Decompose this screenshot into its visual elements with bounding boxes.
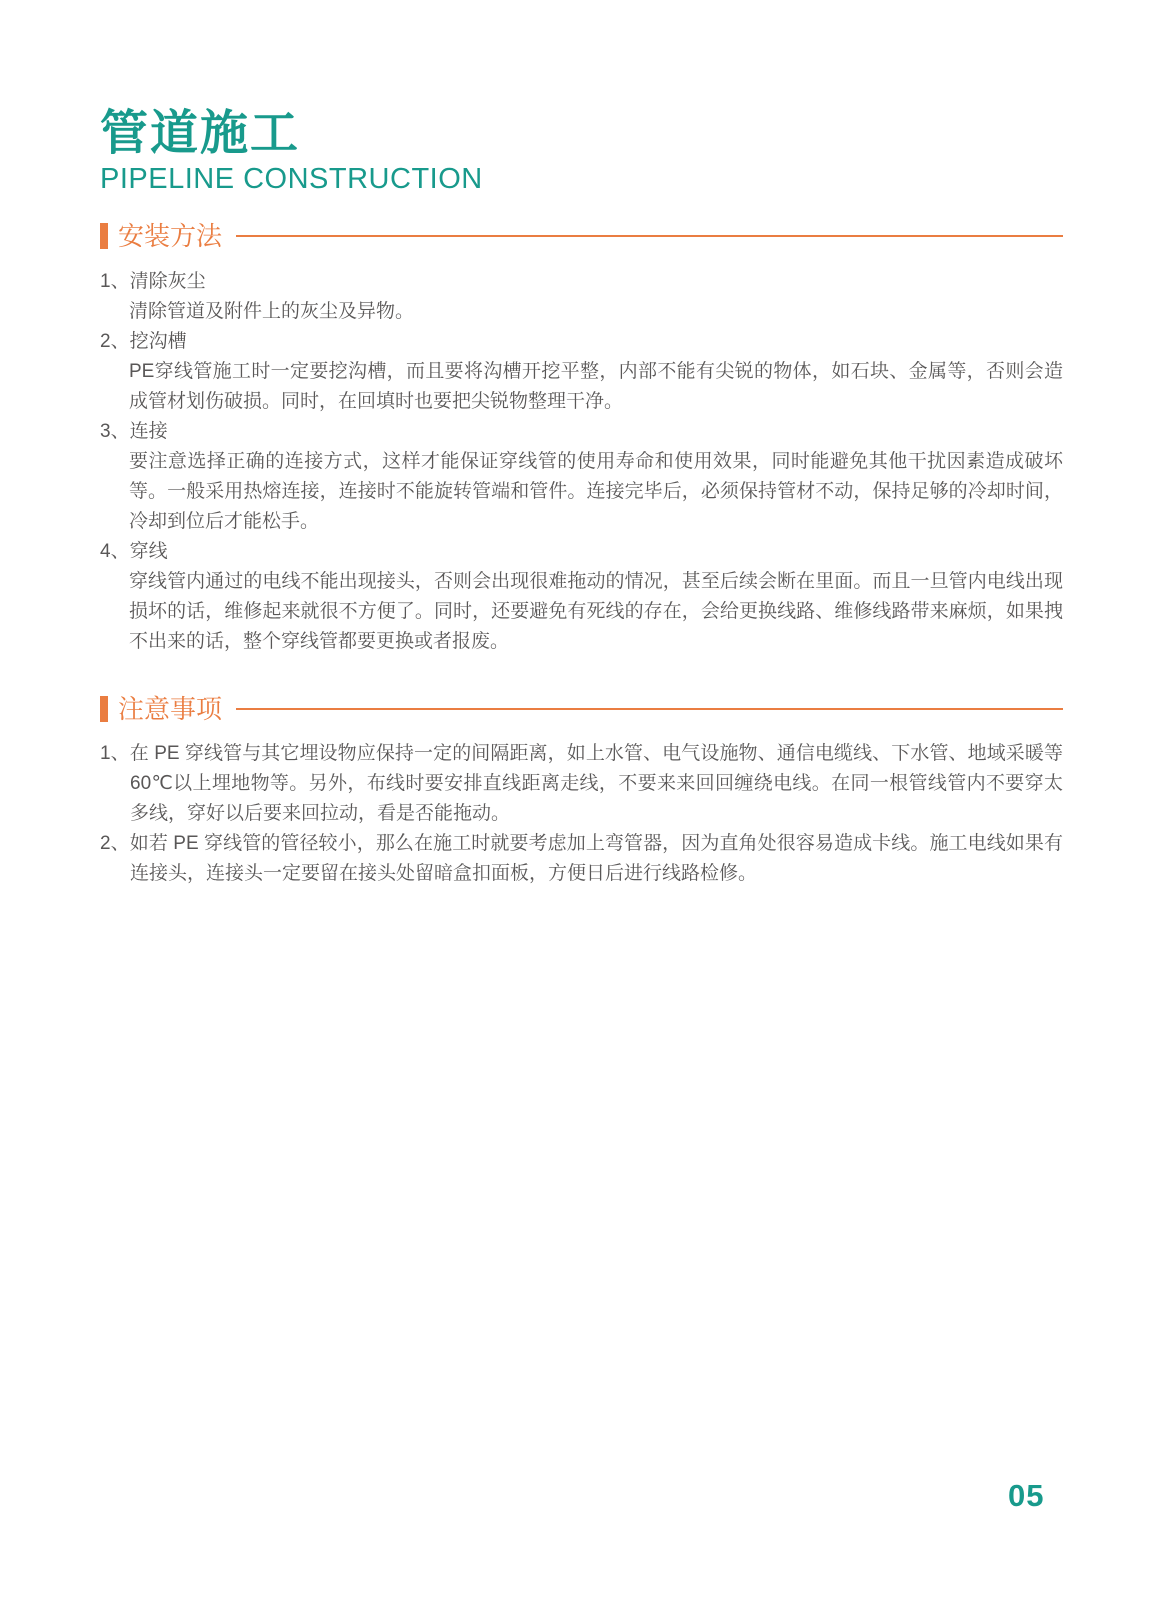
page-subtitle: PIPELINE CONSTRUCTION — [100, 163, 483, 196]
step-body: 清除管道及附件上的灰尘及异物。 — [129, 300, 415, 322]
step-body: 要注意选择正确的连接方式，这样才能保证穿线管的使用寿命和使用效果，同时能避免其他干扰因素造成破坏等。一般采用热熔连接，连接时不能旋转管端和管件。连接完毕后，必须保持管材不动，保持足够的冷却时间，冷却到位后才能松手。 — [129, 450, 1063, 532]
step-title: 连接 — [129, 420, 168, 442]
step-title: 穿线 — [129, 540, 168, 562]
section-rule — [236, 235, 1063, 237]
page-number: 05 — [1008, 1478, 1045, 1513]
section-title: 安装方法 — [118, 221, 223, 252]
step-number: 4、 — [100, 540, 130, 562]
step-body: 穿线管内通过的电线不能出现接头，否则会出现很难拖动的情况，甚至后续会断在里面。而且一旦管内电线出现损坏的话，维修起来就很不方便了。同时，还要避免有死线的存在，会给更换线路、维修线路带来麻烦，如果拽不出来的话，整个穿线管都要更换或者报废。 — [129, 570, 1063, 652]
section-header-installation — [100, 222, 1063, 251]
page-title: 管道施工 — [100, 107, 301, 160]
step-label — [100, 267, 1063, 297]
accent-bar — [100, 696, 108, 722]
list-item — [100, 739, 1063, 829]
step-body: PE穿线管施工时一定要挖沟槽，而且要将沟槽开挖平整，内部不能有尖锐的物体，如石块、金属等，否则会造成管材划伤破损。同时，在回填时也要把尖锐物整理干净。 — [129, 360, 1063, 412]
note-body: 如若 PE 穿线管的管径较小，那么在施工时就要考虑加上弯管器，因为直角处很容易造成卡线。施工电线如果有连接头，连接头一定要留在接头处留暗盒扣面板，方便日后进行线路检修。 — [129, 833, 1063, 885]
section-title: 注意事项 — [118, 693, 223, 724]
step-label — [100, 537, 1063, 567]
list-item — [100, 267, 1063, 327]
note-number: 1、 — [100, 743, 130, 765]
accent-bar — [100, 223, 108, 249]
precaution-notes — [100, 739, 1063, 889]
list-item — [100, 417, 1063, 537]
list-item — [100, 537, 1063, 657]
step-number: 1、 — [100, 270, 130, 292]
note-body: 在 PE 穿线管与其它埋设物应保持一定的间隔距离，如上水管、电气设施物、通信电缆线、下水管、地域采暖等 60℃以上埋地物等。另外，布线时要安排直线距离走线，不要来来回回缠绕电线。在同一根管线管内不要穿太多线，穿好以后要来回拉动，看是否能拖动。 — [129, 743, 1063, 825]
list-item — [100, 829, 1063, 889]
step-title: 挖沟槽 — [129, 330, 187, 352]
section-header-precautions — [100, 695, 1063, 724]
list-item — [100, 327, 1063, 417]
step-number: 3、 — [100, 420, 130, 442]
installation-steps — [100, 267, 1063, 657]
step-number: 2、 — [100, 330, 130, 352]
section-rule — [236, 708, 1063, 710]
step-label — [100, 417, 1063, 447]
step-title: 清除灰尘 — [129, 270, 206, 292]
note-number: 2、 — [100, 833, 130, 855]
page-content — [100, 106, 1063, 889]
step-label — [100, 327, 1063, 357]
